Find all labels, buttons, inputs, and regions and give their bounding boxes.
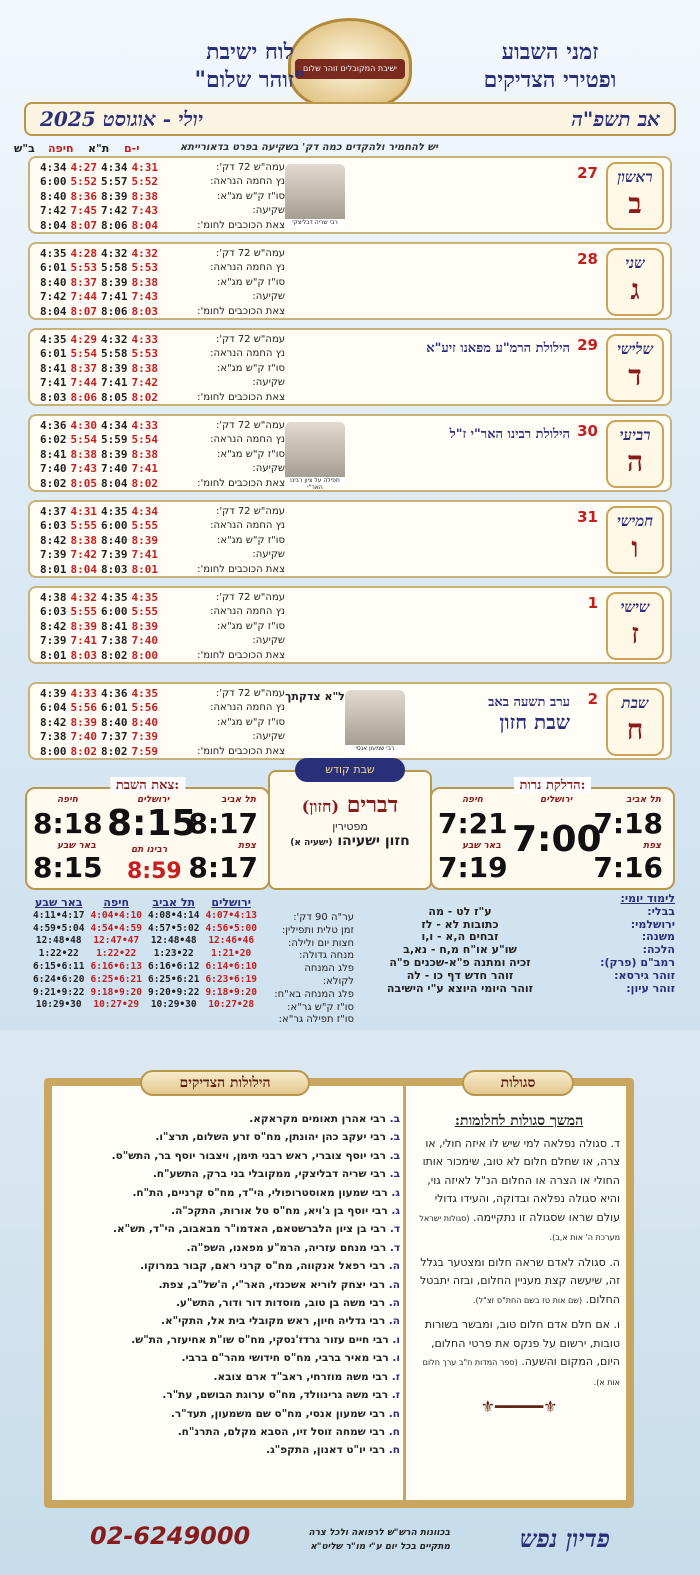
time-labels: עמה"ש 72 דק': נץ החמה הנראה: סו"ז ק"ש מג"א: שקיעה: צאת הכוכבים לחומ': [197,334,285,403]
photo: רבי שריה דבליצקי [285,164,345,228]
hilula-item: ג. רבי שמעון מאוסטרופולי, הי"ד, מח"ס קרניים, הת"ח. [132,1186,400,1199]
hilula-item: ח. רבי שמעון אנסי, מח"ס שם משמעון, תעד"ר. [170,1407,400,1420]
weekday-badge: ראשון ב [606,162,664,230]
hilula-item: ז. רבי משה מוזרחי, ראב"ד ארם צובא. [213,1370,400,1383]
ornament-icon: ⚜━━━━━⚜ [480,1397,558,1416]
day-row [28,156,672,234]
hilula-item: ב. רבי יעקב כהן יהונתן, מח"ס זרע השלום, תרצ"ו. [155,1131,400,1144]
day-row [28,682,672,760]
hilula-item: ג. רבי יוסף בן ג'ויא, מח"ס טל אורות, התקכ"ה. [171,1205,400,1218]
col-beersheva: ב"ש [14,142,35,155]
havdala-telaviv: 8:17 [188,807,258,840]
footer: פדיון נפש בכוונות הרש"ש לרפואה ולכל צרה מתקיים בכל יום ע"י מו"ר שליט"א 02-6249000 [90,1522,610,1553]
day-number: 29 [577,336,598,354]
hilula-item: ה. רבי רפאל אנקווה, מח"ס קרני ראם, קבור במרוקו. [140,1260,400,1273]
col-jerusalem: י-ם [124,142,140,155]
tab-segulot: סגולות [462,1070,574,1096]
day-number: 28 [577,250,598,268]
time-labels: עמה"ש 72 דק': נץ החמה הנראה: סו"ז ק"ש מג"א: שקיעה: צאת הכוכבים לחומ': [197,506,285,575]
time-labels: עמה"ש 72 דק': נץ החמה הנראה: סו"ז ק"ש מג"א: שקיעה: צאת הכוכבים לחומ': [197,420,285,489]
footer-title: פדיון נפש [519,1524,610,1553]
tab-hilulot: הילולות הצדיקים [140,1070,310,1096]
crest-logo: ישיבת המקובלים זוהר שלום [288,18,412,110]
time-values: 4:36 4:30 4:34 4:33 6:02 5:54 5:59 5:54 8:41 8:38 8:39 8:38 7:40 7:43 7:40 7:41 8:02 8:05 8:04 8:02 [40,419,158,490]
weekday-badge: רביעי ה [606,420,664,488]
title-left: לוח ישיבת "זוהר שלום" [194,39,306,93]
candle-beersheva: 7:19 [438,851,508,884]
candle-jerusalem: 7:00 [512,819,602,860]
study-row: זוהר גירסא: זוהר חדש דף כו - לה [406,968,675,982]
title-right: זמני השבוע ופטירי הצדיקים [483,39,617,93]
time-labels: עמה"ש 72 דק': נץ החמה הנראה: סו"ז ק"ש מג"א: שקיעה: צאת הכוכבים לחומ': [197,592,285,661]
event-text: הילולת הרמ"ע מפאנו זיע"א [426,341,570,356]
weekday-badge: שבת ח [606,688,664,756]
study-row: משנה: זבחים ה,א - ו,ו [421,930,675,944]
daily-study: לימוד יומי: בבלי: ע"ז לט - מה ירושלמי: כתובות לא - לז משנה: זבחים ה,א - ו,ו הלכה: שו"ע או"ח מ,ח - נא,ב רמב"ם (פרק): זכיה ומתנה פ"א-שכנים פ"ה זוהר גירסא: זוהר חדש דף כו - לה זוהר עיון: זוהר היומי היוצא ע"י הישיבה [365,893,675,995]
time-labels: עמה"ש 72 דק': נץ החמה הנראה: סו"ז ק"ש מג"א: שקיעה: צאת הכוכבים לחומ': [197,162,285,231]
divider [403,1086,406,1500]
study-row: רמב"ם (פרק): זכיה ומתנה פ"א-שכנים פ"ה [389,955,675,969]
footer-phone[interactable]: 02-6249000 [90,1522,251,1550]
havdala-beersheva: 8:15 [33,851,103,884]
havdala-jerusalem: 8:15 [107,803,197,844]
event-text: הילולת רבינו האר"י ז"ל [449,427,570,442]
study-row: ירושלמי: כתובות לא - לז [421,917,675,931]
hilulot-list [70,1110,400,1460]
hilula-item: ו. רבי מאיר ברבי, מח"ס חידושי מהר"ם ברבי. [181,1352,400,1365]
time-values: 4:39 4:33 4:36 4:35 6:04 5:56 6:01 5:56 8:42 8:39 8:40 8:40 7:38 7:40 7:37 7:39 8:00 8:02 8:02 7:59 [40,687,158,758]
day-row [28,586,672,664]
candle-haifa: 7:21 [438,807,508,840]
hilula-item: ח. רבי יו"ט דאנון, התקפ"ג. [266,1444,400,1457]
study-row: זוהר עיון: זוהר היומי היוצא ע"י הישיבה [386,981,675,995]
yahrzeit-note: ל"א צדקתך [285,690,345,703]
weekday-badge: שישי ז [606,592,664,660]
candle-telaviv: 7:18 [593,807,663,840]
time-labels: עמה"ש 72 דק': נץ החמה הנראה: סו"ז ק"ש מג"א: שקיעה: צאת הכוכבים לחומ': [197,688,285,757]
photo: תפילה על ציון רבינו האר"י [285,422,345,486]
study-row: בבלי: ע"ז לט - מה [428,904,675,918]
day-number: 27 [577,164,598,182]
time-values: 4:35 4:28 4:32 4:32 6:01 5:53 5:58 5:53 8:40 8:37 8:39 8:38 7:42 7:44 7:41 7:43 8:04 8:07 8:06 8:03 [40,247,158,318]
shabbat-end-box: צאת השבת: תל אביב ירושלים חיפה 8:17 8:15 8:18 צפת רבינו תם באר שבע 8:17 8:59 8:15 [25,787,270,890]
month-he: אב תשפ"ה [571,106,660,131]
col-haifa: חיפה [48,142,74,155]
time-values: 4:35 4:29 4:32 4:33 6:01 5:54 5:58 5:53 8:41 8:37 8:39 8:38 7:41 7:44 7:41 7:42 8:03 8:06 8:05 8:02 [40,333,158,404]
zmanim-table: באר שבע חיפה תל אביב ירושלים 4:11•4:17 4:04•4:10 4:08•4:14 4:07•4:13 4:59•5:04 4:54•4:59 4:57•5:02 4:56•5:00 12:48•48 12:47•47 12:48•48 12:46•46 1:22•22 1:22•22 1:23•22 1:21•20 6:15•6:11 6:16•6:13 6:16•6:12 6:14•6:10 6:24•6:20 6:25•6:21 6:25•6:21 6:23•6:19 9:21•9:22 9:18•9:20 9:20•9:22 9:18•9:20 10:29•30 10:27•29 10:29•30 10:27•28 [33,896,257,1011]
candle-lighting-box: הדלקת נרות: תל אביב ירושלים חיפה 7:18 7:00 7:21 צפת באר שבע 7:16 7:19 [430,787,675,890]
weekday-badge: שלישי ד [606,334,664,402]
hilula-item: ב. רבי שריה דבליצקי, ממקובלי בני ברק, התשע"ח. [152,1168,400,1181]
day-number: 30 [577,422,598,440]
photo: רבי שמעון אנסי [345,690,405,754]
month-en: יולי - אוגוסט 2025 [40,106,203,131]
hilula-item: ה. רבי יצחק לוריא אשכנזי, האר"י, ה'של"ב, צפת. [158,1278,400,1291]
day-row [28,500,672,578]
havdala-haifa: 8:18 [33,807,103,840]
weekday-badge: שני ג [606,248,664,316]
hilula-item: ב. רבי אהרן תאומים מקראקא. [249,1113,400,1125]
col-telaviv: ת"א [88,142,110,155]
time-values: 4:38 4:32 4:35 4:35 6:03 5:55 6:00 5:55 8:42 8:39 8:41 8:39 7:39 7:41 7:38 7:40 8:01 8:03 8:02 8:00 [40,591,158,662]
candle-tzfat: 7:16 [593,851,663,884]
segulot-text: המשך סגולות לחלומות: ד. סגולה נפלאה למי שיש לו איזה חולי, או צרה, או שחלם חלום לא טוב, שימכור אותו החולי או הצרה או החלום הנ"ל לאיזה גוי, והיא סגולה נפלאה ובדוקה, והעידו גדולי עולם שראו שסגולה זו נתקיימה. (סגולות ישראל מערכת ה' אות א,ב). ה. סגולה לאדם שראה חלום ומצטער בגלל זה, שיעשה קצת מעניין החלום, ובזה יתבטל החלום. (שם אות טז בשם החת"ס זצ"ל). ו. אם חלם אדם חלום טוב, ומבשר בשורות טובות, ירשום על פנקס את פרטי החלום, היום, המקום והשעה. (ספר המדות ח"ב ערך חלום אות א). ⚜━━━━━⚜ [419,1113,620,1416]
weekday-badge: חמישי ו [606,506,664,574]
zmanim-labels: ער"ה 90 דק': זמן טלית ותפילין: חצות יום ולילה: מנחה גדולה: פלג המנחה לקולא: פלג המנחה בא"ח: סו"ז ק"ש גר"א: סו"ז תפילה גר"א: [274,912,354,1026]
study-row: הלכה: שו"ע או"ח מ,ח - נא,ב [403,943,675,957]
hilula-item: ה. רבי משה בן טוב, מוסדות דור ודור, התש"ע. [175,1297,400,1310]
hilula-item: ח. רבי שמחה זוסל זיו, הסבא מקלם, התרנ"ח. [177,1425,400,1438]
sunset-note: יש להחמיר ולהקדים כמה דק' בשקיעה בפרט בדאורייתא [180,142,438,153]
hilula-item: ז. רבי משה גרינוולד, מח"ס ערוגת הבושם, עת"ר. [162,1389,400,1402]
day-row [28,242,672,320]
time-values: 4:37 4:31 4:35 4:34 6:03 5:55 6:00 5:55 8:42 8:38 8:40 8:39 7:39 7:42 7:39 7:41 8:01 8:04 8:03 8:01 [40,505,158,576]
hilula-item: ה. רבי גדליה חיון, ראש מקובלי בית אל, התקי"א. [161,1315,400,1328]
day-number: 1 [587,594,598,612]
day-number: 31 [577,508,598,526]
day-number: 2 [587,690,598,708]
month-bar [24,102,676,136]
hilula-item: ד. רבי בן ציון הלברשטאם, האדמו"ר מבאבוב, הי"ד, תש"א. [113,1223,400,1236]
hilula-item: ד. רבי מנחם עזריה, הרמ"ע מפאנו, השפ"ה. [186,1241,400,1254]
event-text-2: שבת חזון [499,710,570,734]
event-text: ערב תשעה באב [488,695,570,710]
havdala-tzfat: 8:17 [188,851,258,884]
hilula-item: ו. רבי חיים עזור גרדז'נסקי, מח"ס שו"ת אחיעזר, הת"ש. [131,1333,400,1346]
parasha-box: שבת קודש דברים (חזון) מפטירין חזון ישעיהו (ישעיה א) [268,770,432,890]
hilula-item: ב. רבי יוסף צוברי, ראש רבני תימן, ויצבור יוסף בר, התש"ס. [111,1149,400,1162]
time-labels: עמה"ש 72 דק': נץ החמה הנראה: סו"ז ק"ש מג"א: שקיעה: צאת הכוכבים לחומ': [197,248,285,317]
rabbeinu-tam: 8:59 [127,859,182,884]
time-values: 4:34 4:27 4:34 4:31 6:00 5:52 5:57 5:52 8:40 8:36 8:39 8:38 7:42 7:45 7:42 7:43 8:04 8:07 8:06 8:04 [40,161,158,232]
day-row [28,414,672,492]
day-row [28,328,672,406]
